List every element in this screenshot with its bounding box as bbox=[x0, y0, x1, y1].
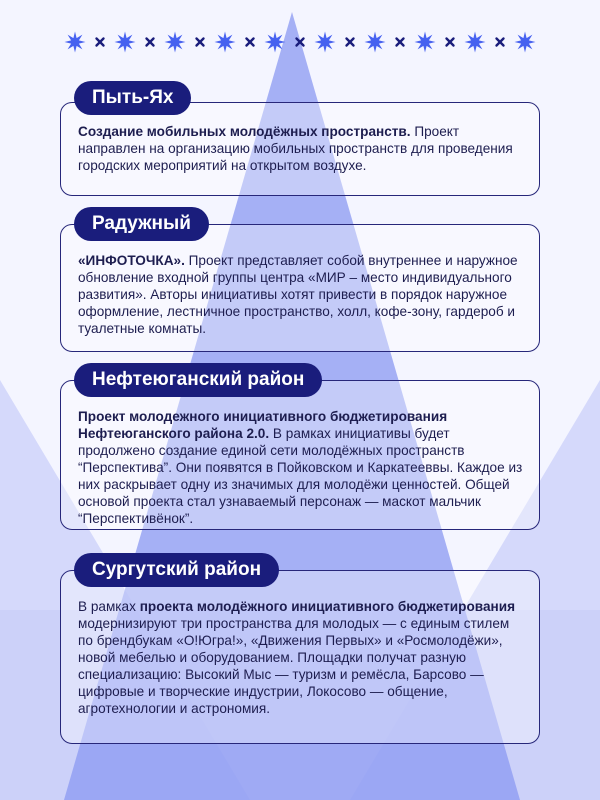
section-title-pyt-yakh: Пыть-Ях bbox=[74, 81, 191, 115]
cross-icon bbox=[293, 35, 307, 49]
section-text bbox=[78, 598, 525, 717]
cross-icon bbox=[343, 35, 357, 49]
section-card-nefteyugansk bbox=[60, 380, 540, 530]
star-icon bbox=[264, 31, 286, 53]
section-bold-text: проекта молодёжного инициативного бюджетирования bbox=[139, 599, 516, 614]
section-title-nefteyugansk: Нефтеюганский район bbox=[74, 363, 322, 397]
star-icon bbox=[514, 31, 536, 53]
cross-icon bbox=[493, 35, 507, 49]
section-title-raduzhny: Радужный bbox=[74, 207, 209, 241]
decorative-star-row bbox=[0, 30, 600, 54]
cross-icon bbox=[443, 35, 457, 49]
star-icon bbox=[164, 31, 186, 53]
section-title-surgut: Сургутский район bbox=[74, 553, 279, 587]
star-icon bbox=[114, 31, 136, 53]
section-bold-text: Проект молодежного инициативного бюджетирования Нефтеюганского района 2.0. bbox=[78, 409, 448, 441]
section-card-pyt-yakh bbox=[60, 102, 540, 196]
section-bold-text: Создание мобильных молодёжных пространств. bbox=[78, 124, 411, 139]
star-icon bbox=[64, 31, 86, 53]
section-text bbox=[78, 408, 525, 527]
star-icon bbox=[314, 31, 336, 53]
cross-icon bbox=[393, 35, 407, 49]
section-text bbox=[78, 123, 525, 174]
section-bold-text: «ИНФОТОЧКА». bbox=[78, 253, 185, 268]
star-icon bbox=[414, 31, 436, 53]
section-body-text: Проект направлен на организацию мобильных пространств для проведения городских мероприятий на открытом воздухе. bbox=[78, 124, 513, 173]
section-card-raduzhny bbox=[60, 224, 540, 352]
star-icon bbox=[464, 31, 486, 53]
section-text bbox=[78, 252, 525, 337]
section-body-text: В рамках инициативы будет продолжено создание единой сети молодёжных пространств “Перспектива”. Они появятся в Пойковском и Каркатееввы. Каждое из них раскрывает одну из значимых для молодёжи ценностей. Общей основой проекта стал узнаваемый персонаж — маскот мальчик “Перспективёнок”. bbox=[78, 426, 523, 526]
section-body-text: Проект представляет собой внутреннее и наружное обновление входной группы центра «МИР – место индивидуального развития». Авторы инициативы хотят привести в порядок наружное оформление, лестничное пространство, холл, кофе-зону, гардероб и туалетные комнаты. bbox=[78, 253, 518, 336]
cross-icon bbox=[243, 35, 257, 49]
section-card-surgut bbox=[60, 570, 540, 744]
cross-icon bbox=[93, 35, 107, 49]
cross-icon bbox=[193, 35, 207, 49]
section-lead-text: В рамках bbox=[78, 599, 140, 614]
star-icon bbox=[364, 31, 386, 53]
section-body-text: модернизируют три пространства для молодых — с единым стилем по брендбукам «О!Югра!», «Движения Первых» и «Росмолодёжи», новой мебелью и оборудованием. Площадки получат разную специализацию: Высокий Мыс — туризм и ремёсла, Барсово — цифровые и творческие индустрии, Локосово — общение, агротехнологии и астрономия. bbox=[78, 616, 510, 716]
cross-icon bbox=[143, 35, 157, 49]
star-icon bbox=[214, 31, 236, 53]
